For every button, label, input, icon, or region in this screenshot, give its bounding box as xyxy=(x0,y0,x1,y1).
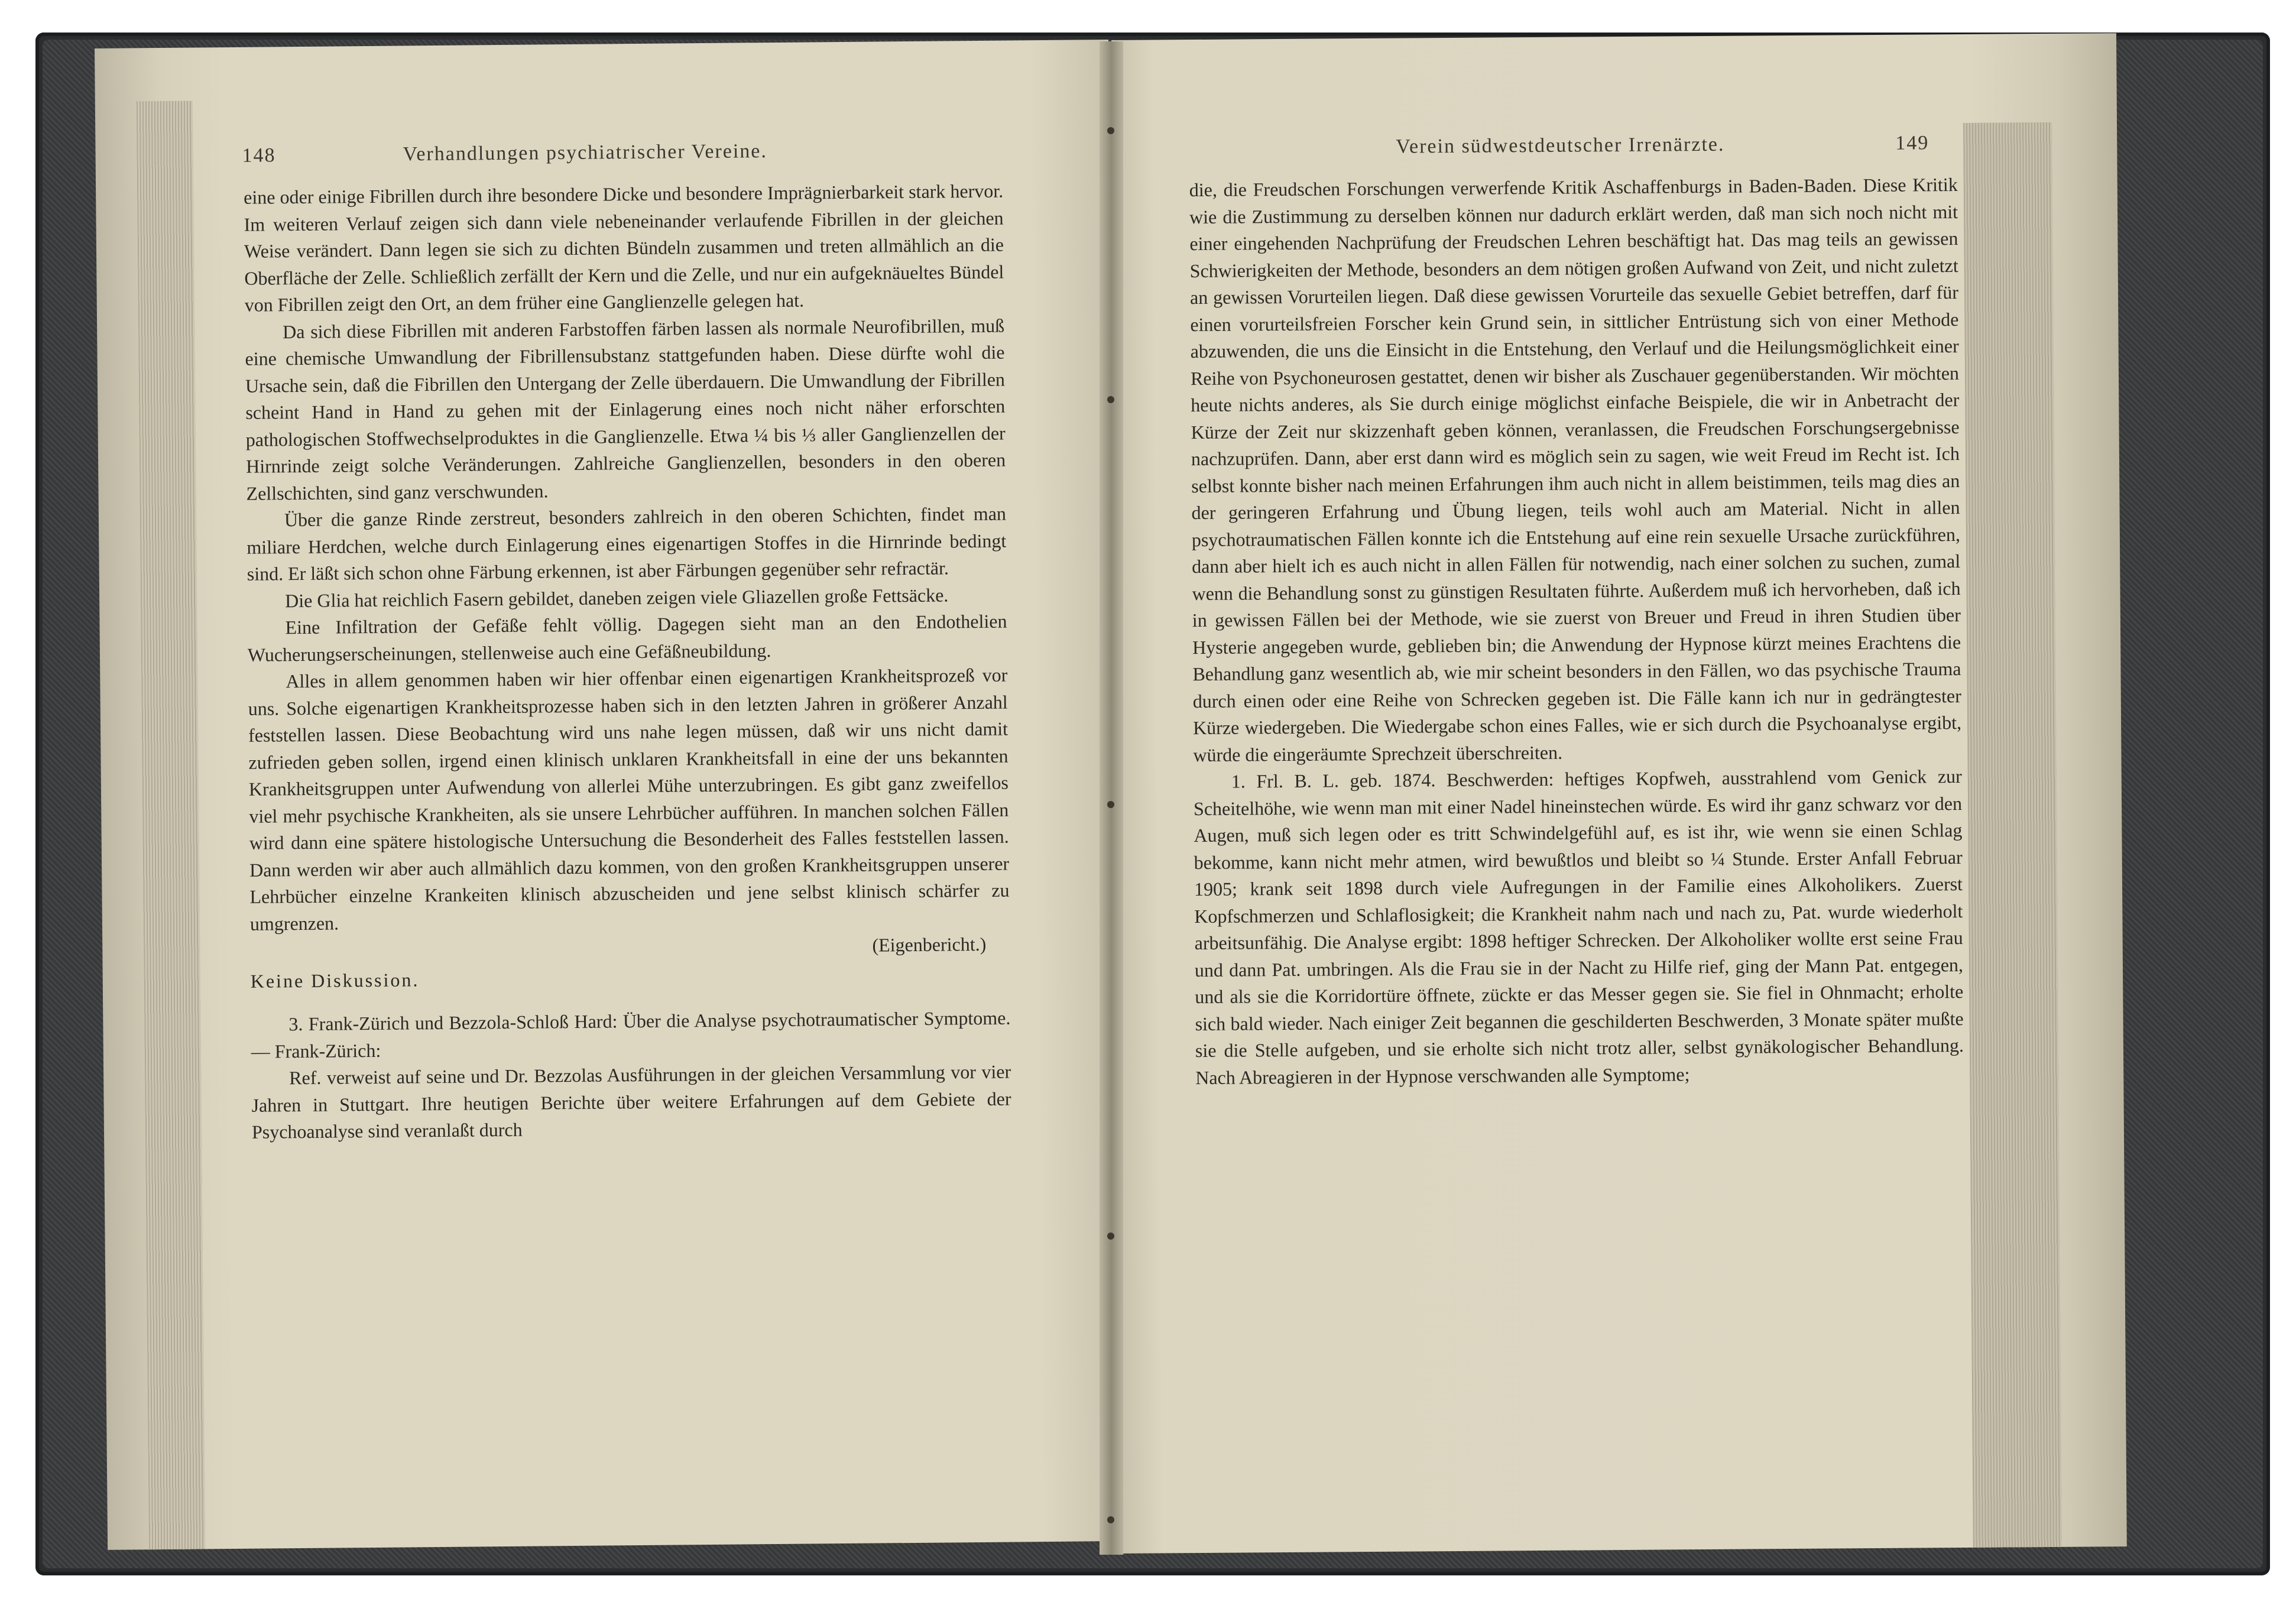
binding-thread xyxy=(1107,1516,1114,1523)
page-number: 148 xyxy=(242,144,276,167)
left-page-edge xyxy=(137,101,206,1550)
right-page xyxy=(1111,33,2127,1554)
section-heading: 3. Frank-Zürich und Bezzola-Schloß Hard: Über die Analyse psychotraumatischer Symptome. — Frank-Zürich: xyxy=(251,1007,1011,1062)
paragraph: 1. Frl. B. L. geb. 1874. Beschwerden: heftiges Kopfweh, ausstrahlend vom Genick zur Scheitelhöhe, wie wenn man mit einer Nadel hineinstechen würde. Es wird ihr ganz schwarz vor den Augen, muß sich legen oder es tritt Schwindelgefühl auf, es ist ihr, wie wenn sie einen Schlag bekomme, kann nicht mehr atmen, wird bewußtlos und bleibt so ¼ Stunde. Erster Anfall Februar 1905; krank seit 1898 durch viele Aufregungen in der Familie eines Alkoholikers. Zuerst Kopfschmerzen und Schlaflosigkeit; die Krankheit nahm nach und nach zu, Pat. wurde wiederholt arbeitsunfähig. Die Analyse ergibt: 1898 heftiger Schrecken. Der Alkoholiker wollte erst seine Frau und dann Pat. umbringen. Als die Frau sie in der Nacht zu Hilfe rief, ging der Mann Pat. entgegen, und als sie die Korridortüre öffnete, zückte er das Messer gegen sie. Sie fiel in Ohnmacht; erholte sich bald wieder. Nach einiger Zeit begannen die geschilderten Beschwerden, 3 Monate später mußte sie die Stelle aufgeben, und sie erholte sich nicht trotz aller, selbst gynäkologischer Behandlung. Nach Abreagieren in der Hypnose verschwanden alle Symptome; xyxy=(1193,765,1964,1088)
left-page xyxy=(95,40,1121,1550)
running-head: Verein südwestdeutscher Irrenärzte. xyxy=(1396,133,1725,158)
paragraph: Eine Infiltration der Gefäße fehlt völlig. Dagegen sieht man an den Endothelien Wucherungserscheinungen, stellenweise auch eine Gefäßneubildung. xyxy=(247,610,1007,666)
paragraph: Ref. verweist auf seine und Dr. Bezzolas Ausführungen in der gleichen Versammlung vor vier Jahren in Stuttgart. Ihre heutigen Berichte über weitere Erfahrungen auf dem Gebiete der Psychoanalyse sind veranlaßt durch xyxy=(251,1061,1011,1143)
binding-thread xyxy=(1107,396,1114,403)
signature: (Eigenbericht.) xyxy=(872,933,987,956)
book-gutter xyxy=(1100,41,1123,1555)
page-number: 149 xyxy=(1895,132,1929,154)
right-body-text xyxy=(1189,171,1964,1091)
paragraph: Die Glia hat reichlich Fasern gebildet, daneben zeigen viele Gliazellen große Fettsäcke. xyxy=(285,583,949,611)
paragraph: Alles in allem genommen haben wir hier offenbar einen eigenartigen Krankheitsprozeß vor uns. Solche eigenartigen Krankheitsprozesse haben sich in den letzten Jahren in größerer Anzahl feststellen lassen. Diese Beobachtung wird uns nahe legen müssen, daß wir uns nicht damit zufrieden geben sollen, irgend einen klinisch unklaren Krankheitsfall in eine der uns bekannten Krankheitsgruppen unter Aufwendung von allerlei Mühe unterzubringen. Es gibt ganz zweifellos viel mehr psychische Krankheiten, als sie unsere Lehrbücher aufführen. In manchen solchen Fällen wird dann eine spätere histologische Untersuchung die Besonderheit des Falles feststellen lassen. Dann werden wir aber auch allmählich dazu kommen, von den großen Krankheitsgruppen unserer Lehrbücher einzelne Krankeiten klinisch abzuscheiden und jene selbst klinisch schärfer zu umgrenzen. xyxy=(248,664,1010,935)
left-body-text xyxy=(244,178,1011,1146)
binding-thread xyxy=(1107,1233,1114,1240)
binding-thread xyxy=(1107,801,1114,808)
paragraph: Über die ganze Rinde zerstreut, besonders zahlreich in den oberen Schichten, findet man miliare Herdchen, welche durch Einlagerung eines eigenartigen Stoffes in die Hirnrinde bedingt sind. Er läßt sich schon ohne Färbung erkennen, ist aber Färbungen gegenüber sehr refractär. xyxy=(247,502,1007,585)
paragraph: die, die Freudschen Forschungen verwerfende Kritik Aschaffenburgs in Baden-Baden. Diese Kritik wie die Zustimmung zu derselben können nur dadurch erklärt werden, daß man sich noch nicht mit einer eingehenden Nachprüfung der Freudschen Lehren beschäftigt hat. Das mag teils an gewissen Schwierigkeiten der Methode, besonders an dem nötigen großen Aufwand von Zeit, und nicht zuletzt an gewissen Vorurteilen liegen. Daß diese gewissen Vorurteile das sexuelle Gebiet betreffen, darf für einen vorurteilsfreien Forscher kein Grund sein, in sittlicher Entrüstung sich von einer Methode abzuwenden, die uns die Einsicht in die Entstehung, den Verlauf und die Heilungsmöglichkeit einer Reihe von Psychoneurosen gestattet, denen wir bisher als Zuschauer gegenüberstanden. Wir möchten heute nichts anderes, als Sie durch einige möglichst einfache Beispiele, die wir in Anbetracht der Kürze der Zeit nur skizzenhaft geben können, veranlassen, die Freudschen Forschungsergebnisse nachzuprüfen. Dann, aber erst dann wird es möglich sein zu sagen, wie weit Freud im Recht ist. Ich selbst konnte bisher nach meinen Erfahrungen ihm auch nicht in allem beistimmen, teils mag dies an der geringeren Erfahrung und Übung liegen, teils wohl auch am Material. Nicht in allen psychotraumatischen Fällen konnte ich die Entstehung auf eine rein sexuelle Ursache zurückführen, dann aber hielt ich es auch nicht in allen Fällen für notwendig, nach einer solchen zu suchen, zumal wenn die Behandlung sonst zu günstigen Resultaten führte. Außerdem muß ich hervorheben, daß ich in gewissen Fällen bei der Methode, wie sie zuerst von Breuer und Freud in ihren Studien über Hysterie angegeben wurde, geblieben bin; die Anwendung der Hypnose kürzt meines Erachtens die Behandlung ganz wesentlich ab, wie mir scheint besonders in den Fällen, wo das psychische Trauma durch einen oder eine Reihe von Schrecken gegeben ist. Die Fälle kann ich nur in gedrängtester Kürze wiedergeben. Die Wiedergabe schon eines Falles, wie er sich durch die Psychoanalyse ergibt, würde die eingeräumte Sprechzeit überschreiten. xyxy=(1189,174,1962,766)
paragraph: eine oder einige Fibrillen durch ihre besondere Dicke und besondere Imprägnierbarkeit stark hervor. Im weiteren Verlauf zeigen sich dann viele nebeneinander verlaufende Fibrillen in der gleichen Weise verändert. Dann legen sie sich zu dichten Bündeln zusammen und treten allmählich an die Oberfläche der Zelle. Schließlich zerfällt der Kern und die Zelle, und nur ein aufgeknäueltes Bündel von Fibrillen zeigt den Ort, an dem früher eine Ganglienzelle gelegen hat. xyxy=(244,180,1004,316)
running-head: Verhandlungen psychiatrischer Vereine. xyxy=(403,140,768,166)
right-page-edge xyxy=(1963,122,2062,1554)
binding-thread xyxy=(1107,127,1114,134)
section-note: Keine Diskussion. xyxy=(250,968,420,992)
paragraph: Da sich diese Fibrillen mit anderen Farbstoffen färben lassen als normale Neurofibrillen, muß eine chemische Umwandlung der Fibrillensubstanz stattgefunden haben. Diese dürfte wohl die Ursache sein, daß die Fibrillen den Untergang der Zelle überdauern. Die Umwandlung der Fibrillen scheint Hand in Hand zu gehen mit der Einlagerung eines noch nicht näher erforschten pathologischen Stoffwechselproduktes in die Ganglienzelle. Etwa ¼ bis ⅓ aller Ganglienzellen der Hirnrinde zeigt solche Veränderungen. Zahlreiche Ganglienzellen, besonders in den oberen Zellschichten, sind ganz verschwunden. xyxy=(245,314,1006,504)
